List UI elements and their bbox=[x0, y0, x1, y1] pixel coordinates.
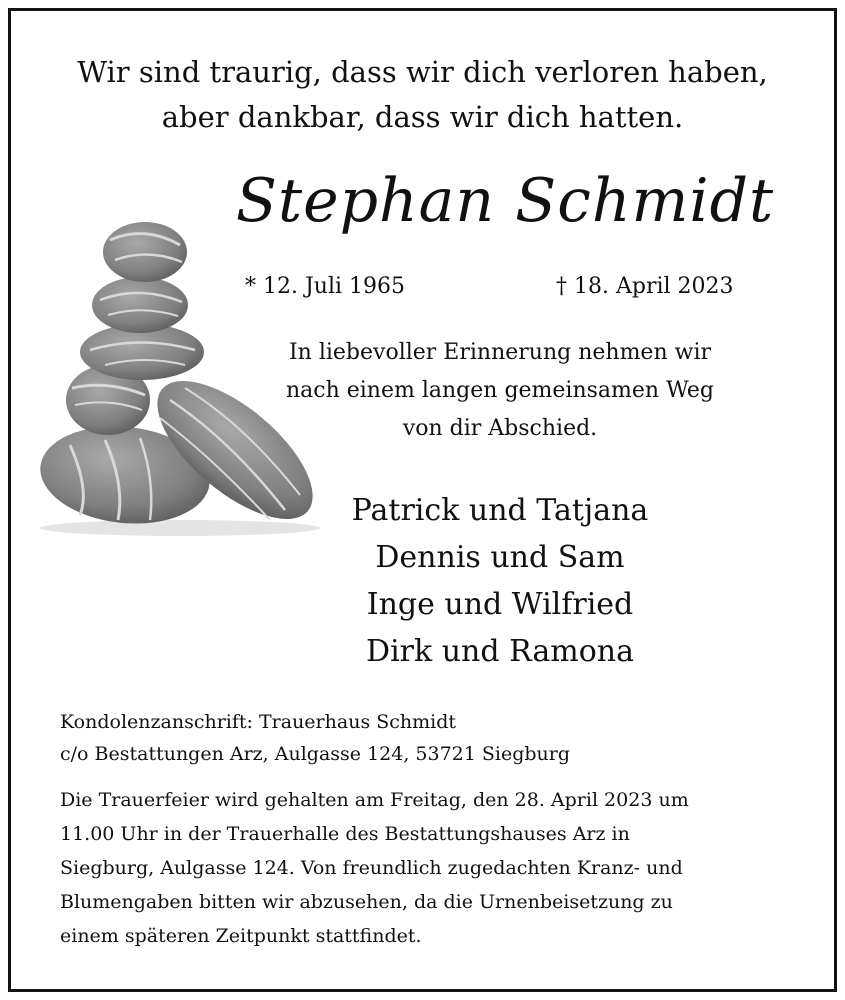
memory-line: In liebevoller Erinnerung nehmen wir bbox=[288, 340, 711, 365]
ceremony-line: Die Trauerfeier wird gehalten am Freitag, den 28. April 2023 um bbox=[60, 789, 689, 811]
stone-second-top bbox=[92, 277, 188, 333]
family-line: Patrick und Tatjana bbox=[351, 493, 649, 528]
ceremony-line: Siegburg, Aulgasse 124. Von freundlich zugedachten Kranz- und bbox=[60, 857, 683, 879]
family-line: Dirk und Ramona bbox=[366, 634, 634, 669]
address-line: Kondolenzanschrift: Trauerhaus Schmidt bbox=[60, 711, 457, 733]
family-line: Dennis und Sam bbox=[375, 540, 625, 575]
deceased-name: Stephan Schmidt bbox=[235, 166, 775, 236]
ceremony-line: 11.00 Uhr in der Trauerhalle des Bestattungshauses Arz in bbox=[60, 823, 630, 845]
memory-line: nach einem langen gemeinsamen Weg bbox=[285, 378, 714, 403]
memory-line: von dir Abschied. bbox=[402, 416, 598, 441]
stone-top bbox=[103, 222, 187, 282]
motto-line-1: Wir sind traurig, dass wir dich verloren haben, bbox=[77, 55, 768, 89]
ceremony-line: Blumengaben bitten wir abzusehen, da die Urnenbeisetzung zu bbox=[60, 891, 673, 913]
family-line: Inge und Wilfried bbox=[366, 587, 634, 622]
ceremony-info bbox=[60, 789, 689, 959]
memory-text bbox=[220, 340, 780, 454]
family-names bbox=[260, 493, 740, 681]
condolence-address bbox=[60, 711, 570, 775]
motto-line-2: aber dankbar, dass wir dich hatten. bbox=[161, 100, 684, 134]
ceremony-line: einem späteren Zeitpunkt stattfindet. bbox=[60, 925, 422, 947]
address-line: c/o Bestattungen Arz, Aulgasse 124, 53721 Siegburg bbox=[60, 743, 571, 765]
birth-date: * 12. Juli 1965 bbox=[245, 274, 406, 299]
death-date: † 18. April 2023 bbox=[556, 274, 734, 299]
